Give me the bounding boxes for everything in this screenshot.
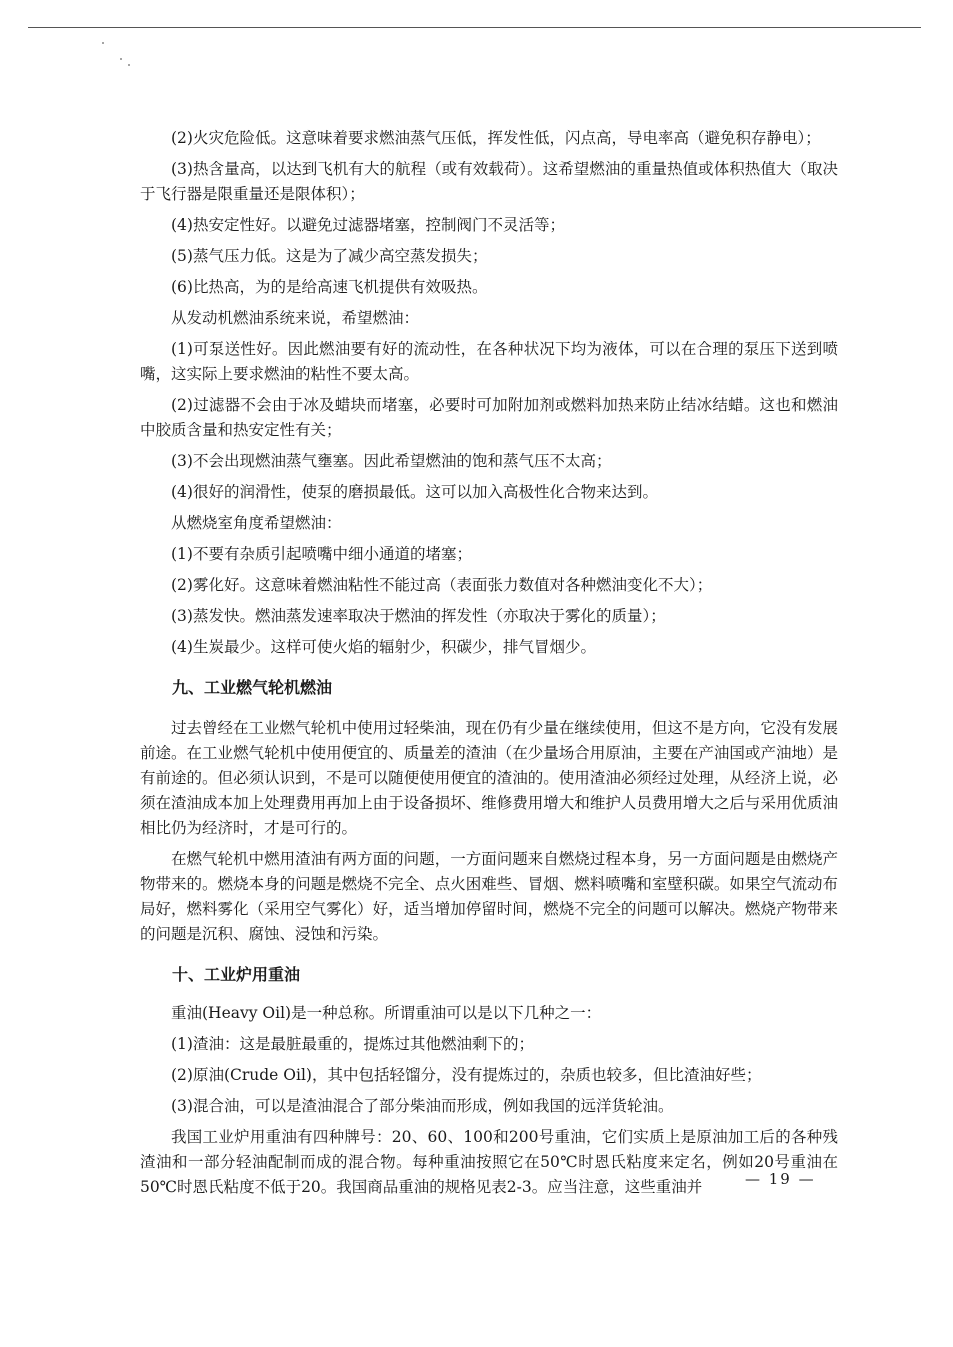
paragraph: (4)热安定性好。以避免过滤器堵塞，控制阀门不灵活等； [171,216,565,234]
paragraph: 我国工业炉用重油有四种牌号：20、60、100和200号重油，它们实质上是原油加工后的各种残渣油和一部分轻油配制而成的混合物。每种重油按照它在50℃时恩氏粘度来定名，例如20号重油在50℃时恩氏粘度不低于20。我国商品重油的规格见表2-3。应当注意，这些重油并 [140,1128,838,1196]
speck [102,42,104,44]
paragraph: (1)不要有杂质引起喷嘴中细小通道的堵塞； [171,545,472,563]
paragraph: (3)蒸发快。燃油蒸发速率取决于燃油的挥发性（亦取决于雾化的质量）； [171,607,666,625]
paragraph: (1)渣油：这是最脏最重的，提炼过其他燃油剩下的； [171,1035,534,1053]
paragraph: (6)比热高，为的是给高速飞机提供有效吸热。 [171,278,488,296]
paragraph: (2)火灾危险低。这意味着要求燃油蒸气压低，挥发性低，闪点高，导电率高（避免积存静电）； [171,129,821,147]
section-heading: 九、工业燃气轮机燃油 [172,678,333,697]
paragraph: 过去曾经在工业燃气轮机中使用过轻柴油，现在仍有少量在继续使用，但这不是方向，它没有发展前途。在工业燃气轮机中使用便宜的、质量差的渣油（在少量场合用原油，主要在产油国或产油地）是有前途的。但必须认识到，不是可以随便使用便宜的渣油的。使用渣油必须经过处理，从经济上说，必须在渣油成本加上处理费用再加上由于设备损坏、维修费用增大和维护人员费用增大之后与采用优质油相比仍为经济时，才是可行的。 [140,719,838,837]
paragraph: (2)过滤器不会由于冰及蜡块而堵塞，必要时可加附加剂或燃料加热来防止结冰结蜡。这也和燃油中胶质含量和热安定性有关； [140,396,838,439]
paragraph: (4)很好的润滑性，使泵的磨损最低。这可以加入高极性化合物来达到。 [171,483,658,501]
paragraph: 重油(Heavy Oil)是一种总称。所谓重油可以是以下几种之一： [171,1004,602,1022]
paragraph: (2)原油(Crude Oil)，其中包括轻馏分，没有提炼过的，杂质也较多，但比渣油好些； [171,1066,762,1084]
paragraph: (2)雾化好。这意味着燃油粘性不能过高（表面张力数值对各种燃油变化不大）； [171,576,713,594]
paragraph: 从发动机燃油系统来说，希望燃油： [171,309,420,327]
paragraph: (3)不会出现燃油蒸气壅塞。因此希望燃油的饱和蒸气压不太高； [171,452,612,470]
speck [120,58,122,60]
paragraph: (4)生炭最少。这样可使火焰的辐射少，积碳少，排气冒烟少。 [171,638,596,656]
paragraph: 在燃气轮机中燃用渣油有两方面的问题，一方面问题来自燃烧过程本身，另一方面问题是由燃烧产物带来的。燃烧本身的问题是燃烧不完全、点火困难些、冒烟、燃料喷嘴和室壁积碳。如果空气流动布局好，燃料雾化（采用空气雾化）好，适当增加停留时间，燃烧不完全的问题可以解决。燃烧产物带来的问题是沉积、腐蚀、浸蚀和污染。 [140,850,838,943]
paragraph: (1)可泵送性好。因此燃油要有好的流动性，在各种状况下均为液体，可以在合理的泵压下送到喷嘴，这实际上要求燃油的粘性不要太高。 [140,340,838,383]
paragraph: (3)混合油，可以是渣油混合了部分柴油而形成，例如我国的远洋货轮油。 [171,1097,674,1115]
speck [128,64,130,66]
page-number: — 19 — [745,1170,816,1188]
header-rule [28,27,921,28]
page-body [140,126,838,1200]
scan-specks [100,40,140,70]
paragraph: (3)热含量高，以达到飞机有大的航程（或有效载荷）。这希望燃油的重量热值或体积热值大（取决于飞行器是限重量还是限体积）； [140,160,838,203]
paragraph: (5)蒸气压力低。这是为了减少高空蒸发损失； [171,247,488,265]
section-heading: 十、工业炉用重油 [172,965,301,984]
paragraph: 从燃烧室角度希望燃油： [171,514,342,532]
